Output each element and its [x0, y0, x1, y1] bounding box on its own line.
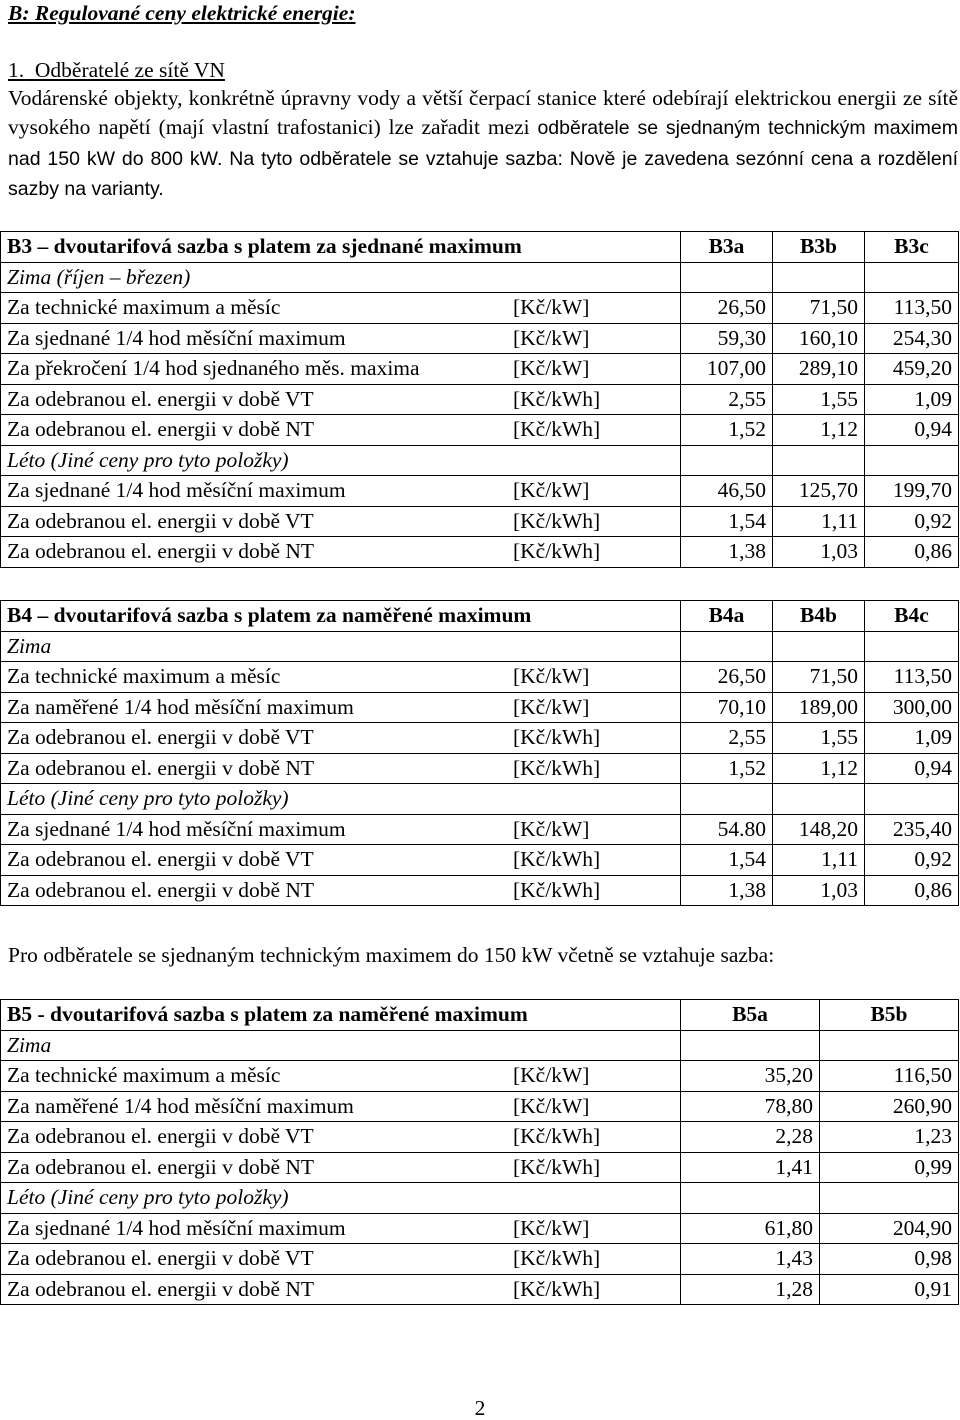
price-cell: 0,94: [865, 753, 959, 784]
table-row: [1, 1244, 959, 1275]
price-cell: 1,12: [773, 415, 865, 446]
season-row: [1, 262, 959, 293]
table-row: [1, 723, 959, 754]
table-row: [1, 845, 959, 876]
table-row: [1, 1091, 959, 1122]
table-row: [1, 814, 959, 845]
price-cell: [865, 784, 959, 815]
price-cell: 71,50: [773, 662, 865, 693]
tariff-table-b3: [0, 231, 959, 568]
price-cell: 289,10: [773, 354, 865, 385]
row-label: Za odebranou el. energii v době NT: [7, 755, 315, 780]
price-cell: 54.80: [681, 814, 773, 845]
row-label: Za technické maximum a měsíc: [7, 1063, 281, 1087]
intro-sans-text: odběratele se sjednaným technickým maximem nad 150 kW do 800 kW. Na tyto odběratele se vztahuje sazba: Nově je zavedena sezónní cena a rozdělení sazby na varianty.: [8, 117, 958, 200]
column-header: B4a: [681, 601, 773, 632]
row-label: Za odebranou el. energii v době VT: [7, 386, 314, 411]
row-label: Za odebranou el. energii v době NT: [7, 1154, 315, 1179]
row-label: Za odebranou el. energii v době NT: [7, 539, 315, 563]
row-unit: [Kč/kW]: [513, 356, 590, 380]
season-row: [1, 1030, 959, 1061]
season-label: Zima: [7, 633, 52, 658]
price-cell: 235,40: [865, 814, 959, 845]
price-cell: [681, 445, 773, 476]
table-row: [1, 415, 959, 446]
price-cell: 2,28: [681, 1122, 820, 1153]
table-row: [1, 354, 959, 385]
column-header: B3c: [865, 232, 959, 263]
row-unit: [Kč/kW]: [513, 1215, 590, 1240]
price-cell: 1,54: [681, 845, 773, 876]
row-label: Za odebranou el. energii v době VT: [7, 725, 314, 749]
price-cell: [773, 262, 865, 293]
row-unit: [Kč/kWh]: [513, 386, 601, 411]
price-cell: 459,20: [865, 354, 959, 385]
row-unit: [Kč/kWh]: [513, 417, 601, 441]
price-cell: 1,23: [820, 1122, 959, 1153]
row-unit: [Kč/kW]: [513, 816, 590, 841]
table-title: B3 – dvoutarifová sazba s platem za sjednané maximum: [1, 232, 681, 263]
row-label: Za technické maximum a měsíc: [7, 664, 281, 688]
price-cell: 0,99: [820, 1152, 959, 1183]
price-cell: 71,50: [773, 293, 865, 324]
section-heading: B: Regulované ceny elektrické energie:: [8, 1, 356, 25]
table-header-row: [1, 1000, 959, 1031]
table-row: [1, 384, 959, 415]
price-cell: 26,50: [681, 662, 773, 693]
price-cell: 1,11: [773, 845, 865, 876]
row-unit: [Kč/kWh]: [513, 1276, 601, 1301]
price-cell: 113,50: [865, 293, 959, 324]
price-cell: 1,12: [773, 753, 865, 784]
row-unit: [Kč/kWh]: [513, 1124, 601, 1148]
price-cell: 1,03: [773, 537, 865, 568]
price-cell: 300,00: [865, 692, 959, 723]
season-row: [1, 1183, 959, 1214]
row-unit: [Kč/kWh]: [513, 539, 601, 563]
price-cell: 1,55: [773, 723, 865, 754]
price-cell: 0,86: [865, 537, 959, 568]
season-row: [1, 784, 959, 815]
row-label: Za sjednané 1/4 hod měsíční maximum: [7, 325, 346, 350]
price-cell: 254,30: [865, 323, 959, 354]
price-cell: [773, 784, 865, 815]
season-label: Zima: [7, 1032, 52, 1057]
row-unit: [Kč/kW]: [513, 1063, 590, 1087]
price-cell: 1,52: [681, 753, 773, 784]
subsection-text: Odběratelé ze sítě VN: [34, 58, 225, 82]
row-unit: [Kč/kWh]: [513, 1154, 601, 1179]
price-cell: 59,30: [681, 323, 773, 354]
table-row: [1, 323, 959, 354]
row-unit: [Kč/kWh]: [513, 508, 601, 533]
price-cell: 1,09: [865, 723, 959, 754]
price-cell: 160,10: [773, 323, 865, 354]
row-label: Za odebranou el. energii v době VT: [7, 1246, 314, 1270]
price-cell: [681, 631, 773, 662]
tariff-table-b5: [0, 999, 959, 1305]
subsection-title: [8, 56, 225, 84]
price-cell: [820, 1183, 959, 1214]
price-cell: 116,50: [820, 1061, 959, 1092]
table-row: [1, 506, 959, 537]
note-b5: Pro odběratele se sjednaným technickým maximem do 150 kW včetně se vztahuje sazba:: [8, 943, 775, 967]
price-cell: 61,80: [681, 1213, 820, 1244]
price-cell: 2,55: [681, 723, 773, 754]
price-cell: 1,52: [681, 415, 773, 446]
price-cell: [820, 1030, 959, 1061]
price-cell: 1,09: [865, 384, 959, 415]
subsection-number: 1.: [8, 58, 25, 82]
column-header: B5b: [820, 1000, 959, 1031]
price-cell: [773, 631, 865, 662]
row-label: Za odebranou el. energii v době VT: [7, 508, 314, 533]
season-label: Léto (Jiné ceny pro tyto položky): [7, 1185, 289, 1209]
row-unit: [Kč/kWh]: [513, 1246, 601, 1270]
price-cell: 1,54: [681, 506, 773, 537]
row-unit: [Kč/kW]: [513, 694, 590, 719]
intro-serif-text: Vodárenské objekty, konkrétně úpravny vody a větší čerpací stanice které odebírají elektrickou energii ze sítě vysokého napětí (mají vlastní trafostanici) lze zařadit mezi: [8, 86, 958, 140]
row-unit: [Kč/kW]: [513, 325, 590, 350]
table-header-row: [1, 232, 959, 263]
column-header: B3b: [773, 232, 865, 263]
price-cell: 1,11: [773, 506, 865, 537]
row-label: Za sjednané 1/4 hod měsíční maximum: [7, 1215, 346, 1240]
intro-paragraph: [8, 84, 958, 204]
tariff-table-b4: [0, 600, 959, 906]
price-cell: 1,28: [681, 1274, 820, 1305]
table-row: [1, 875, 959, 906]
price-cell: [681, 1030, 820, 1061]
row-unit: [Kč/kW]: [513, 478, 590, 502]
price-cell: [681, 784, 773, 815]
column-header: B3a: [681, 232, 773, 263]
table-row: [1, 662, 959, 693]
price-cell: 35,20: [681, 1061, 820, 1092]
row-label: Za technické maximum a měsíc: [7, 295, 281, 319]
row-label: Za odebranou el. energii v době NT: [7, 877, 315, 902]
price-cell: 70,10: [681, 692, 773, 723]
page-number: 2: [474, 1396, 486, 1420]
row-label: Za odebranou el. energii v době VT: [7, 847, 314, 871]
table-row: [1, 1213, 959, 1244]
price-cell: [681, 262, 773, 293]
price-cell: 78,80: [681, 1091, 820, 1122]
price-cell: 0,94: [865, 415, 959, 446]
row-unit: [Kč/kW]: [513, 664, 590, 688]
table-row: [1, 1122, 959, 1153]
row-label: Za naměřené 1/4 hod měsíční maximum: [7, 694, 354, 719]
table-row: [1, 476, 959, 507]
row-unit: [Kč/kW]: [513, 1093, 590, 1118]
table-row: [1, 753, 959, 784]
table-row: [1, 537, 959, 568]
row-label: Za překročení 1/4 hod sjednaného měs. maxima: [7, 356, 420, 380]
price-cell: 0,86: [865, 875, 959, 906]
price-cell: [681, 1183, 820, 1214]
price-cell: 1,38: [681, 875, 773, 906]
price-cell: 113,50: [865, 662, 959, 693]
season-label: Léto (Jiné ceny pro tyto položky): [7, 786, 289, 810]
row-label: Za odebranou el. energii v době VT: [7, 1124, 314, 1148]
price-cell: 1,03: [773, 875, 865, 906]
column-header: B4b: [773, 601, 865, 632]
row-label: Za odebranou el. energii v době NT: [7, 417, 315, 441]
row-label: Za sjednané 1/4 hod měsíční maximum: [7, 478, 346, 502]
row-unit: [Kč/kW]: [513, 295, 590, 319]
row-unit: [Kč/kWh]: [513, 725, 601, 749]
price-cell: 1,55: [773, 384, 865, 415]
price-cell: 0,91: [820, 1274, 959, 1305]
price-cell: 0,98: [820, 1244, 959, 1275]
table-row: [1, 1152, 959, 1183]
row-unit: [Kč/kWh]: [513, 847, 601, 871]
season-label: Zima (říjen – březen): [7, 264, 191, 289]
price-cell: [865, 262, 959, 293]
price-cell: 189,00: [773, 692, 865, 723]
season-row: [1, 631, 959, 662]
price-cell: [773, 445, 865, 476]
table-title: B5 - dvoutarifová sazba s platem za naměřené maximum: [1, 1000, 681, 1031]
row-label: Za sjednané 1/4 hod měsíční maximum: [7, 816, 346, 841]
price-cell: 260,90: [820, 1091, 959, 1122]
table-row: [1, 1274, 959, 1305]
price-cell: 148,20: [773, 814, 865, 845]
price-cell: 2,55: [681, 384, 773, 415]
row-unit: [Kč/kWh]: [513, 877, 601, 902]
price-cell: 46,50: [681, 476, 773, 507]
season-label: Léto (Jiné ceny pro tyto položky): [7, 447, 289, 472]
table-row: [1, 692, 959, 723]
price-cell: 1,38: [681, 537, 773, 568]
price-cell: 0,92: [865, 506, 959, 537]
table-header-row: [1, 601, 959, 632]
price-cell: [865, 445, 959, 476]
column-header: B4c: [865, 601, 959, 632]
table-row: [1, 293, 959, 324]
row-label: Za odebranou el. energii v době NT: [7, 1276, 315, 1301]
column-header: B5a: [681, 1000, 820, 1031]
season-row: [1, 445, 959, 476]
price-cell: 1,41: [681, 1152, 820, 1183]
price-cell: 107,00: [681, 354, 773, 385]
price-cell: 0,92: [865, 845, 959, 876]
table-title: B4 – dvoutarifová sazba s platem za naměřené maximum: [1, 601, 681, 632]
price-cell: 204,90: [820, 1213, 959, 1244]
price-cell: 26,50: [681, 293, 773, 324]
row-label: Za naměřené 1/4 hod měsíční maximum: [7, 1093, 354, 1118]
table-row: [1, 1061, 959, 1092]
price-cell: 199,70: [865, 476, 959, 507]
price-cell: 1,43: [681, 1244, 820, 1275]
price-cell: 125,70: [773, 476, 865, 507]
row-unit: [Kč/kWh]: [513, 755, 601, 780]
price-cell: [865, 631, 959, 662]
